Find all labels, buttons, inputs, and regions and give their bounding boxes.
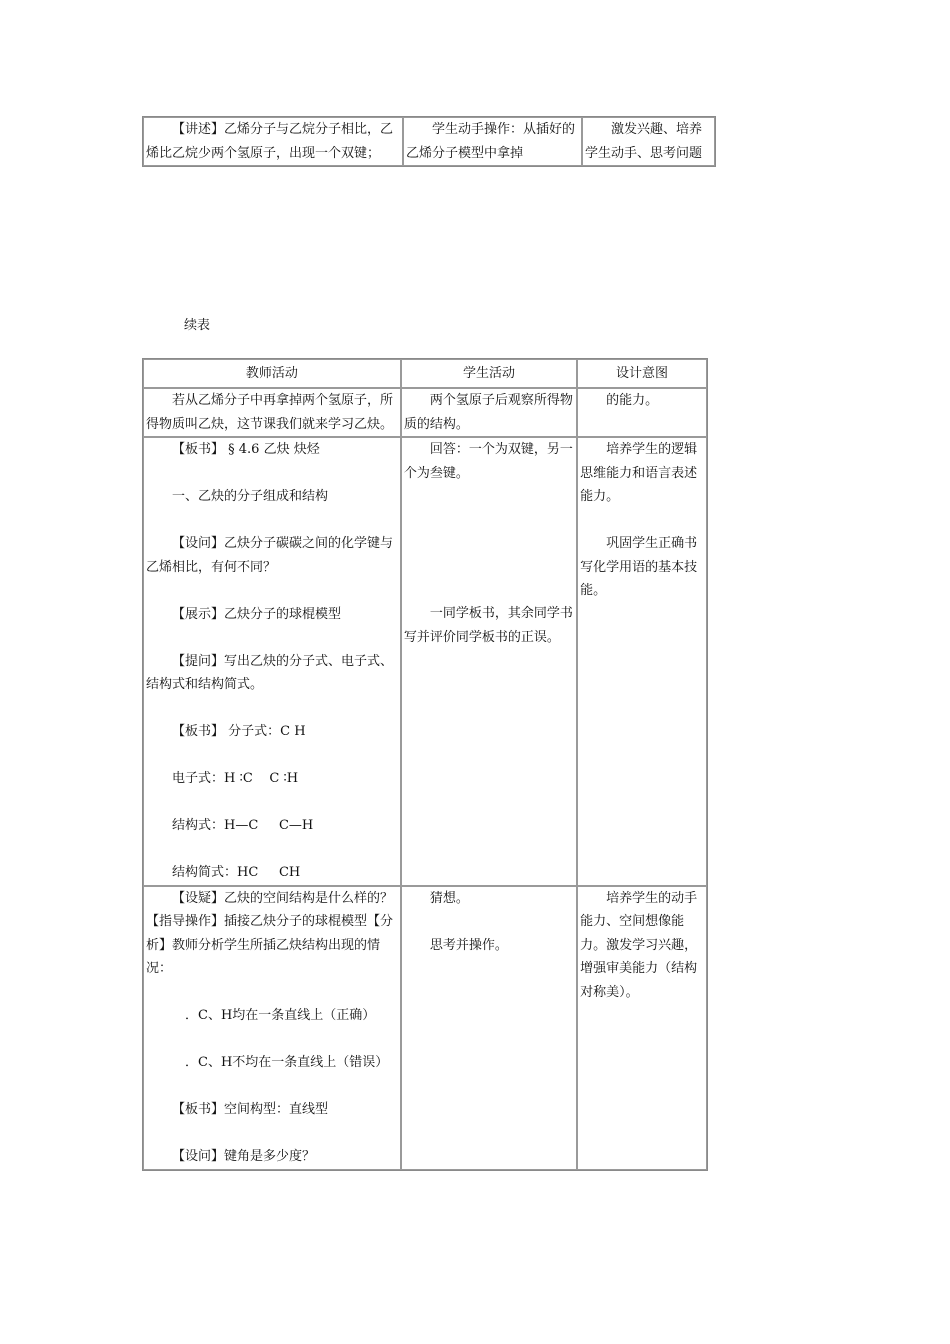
student-activity-cell	[401, 886, 577, 1170]
lesson-table	[142, 358, 708, 1171]
design-intent-cell: 的能力。	[577, 388, 707, 437]
header-teacher: 教师活动	[143, 359, 401, 388]
student-text: 猜想。	[429, 890, 469, 906]
intent-text: 巩固学生正确书写化学用语的基本技能。	[580, 536, 698, 598]
display-text: 【展示】乙炔分子的球棍模型	[172, 606, 342, 622]
teacher-text: ．C、H均在一条直线上（正确）	[185, 1008, 376, 1023]
teacher-activity-cell	[143, 437, 401, 886]
intent-text: 培养学生的逻辑思维能力和语言表述能力。	[580, 442, 698, 504]
table-row	[143, 886, 707, 1170]
teacher-activity-cell	[143, 886, 401, 1170]
header-student: 学生活动	[401, 359, 577, 388]
formula-line: 结构简式：HC CH	[172, 865, 301, 880]
teacher-activity-cell: 若从乙烯分子中再拿掉两个氢原子，所得物质叫乙炔，这节课我们就来学习乙炔。	[143, 388, 401, 437]
design-intent-cell	[577, 886, 707, 1170]
table-row	[143, 388, 707, 437]
teacher-text: 【板书】空间构型：直线型	[172, 1102, 329, 1117]
formula-line: 电子式：H ∶C C ∶H	[172, 771, 299, 786]
question-text: 【设问】乙炔分子碳碳之间的化学键与乙烯相比，有何不同？	[146, 536, 394, 575]
formula-line: 结构式：H—C C—H	[172, 818, 314, 833]
intro-table	[142, 116, 716, 167]
student-activity-cell: 学生动手操作：从插好的乙烯分子模型中拿掉	[403, 117, 582, 166]
teacher-text: 【设问】键角是多少度？	[172, 1149, 316, 1164]
design-intent-cell: 激发兴趣、培养学生动手、思考问题	[582, 117, 715, 166]
table-row	[143, 437, 707, 886]
intent-text: 培养学生的动手能力、空间想像能力。激发学习兴趣，增强审美能力（结构对称美）。	[580, 890, 698, 1000]
student-text: 思考并操作。	[429, 937, 508, 953]
teacher-text: ．C、H不均在一条直线上（错误）	[185, 1055, 389, 1070]
teacher-activity-cell: 【讲述】乙烯分子与乙烷分子相比，乙烯比乙烷少两个氢原子，出现一个双键；	[143, 117, 403, 166]
question-text: 【提问】写出乙炔的分子式、电子式、结构式和结构简式。	[146, 653, 394, 692]
student-text: 一同学板书，其余同学书写并评价同学板书的正误。	[403, 606, 573, 645]
continued-label: 续表	[184, 318, 211, 333]
teacher-text: 【设疑】乙炔的空间结构是什么样的？【指导操作】插接乙炔分子的球棍模型【分析】教师分析学生所插乙炔结构出现的情况：	[146, 890, 394, 976]
table-row	[143, 117, 715, 166]
student-activity-cell: 两个氢原子后观察所得物质的结构。	[401, 388, 577, 437]
formula-line: 【板书】 分子式：C H	[172, 724, 306, 739]
header-row	[143, 359, 707, 388]
section-heading: 一、乙炔的分子组成和结构	[172, 489, 329, 504]
header-intent: 设计意图	[577, 359, 707, 388]
board-title: 【板书】 § 4.6 乙炔 炔烃	[172, 442, 320, 457]
student-text: 回答：一个为双键，另一个为叁键。	[403, 442, 573, 481]
student-activity-cell	[401, 437, 577, 886]
design-intent-cell	[577, 437, 707, 886]
